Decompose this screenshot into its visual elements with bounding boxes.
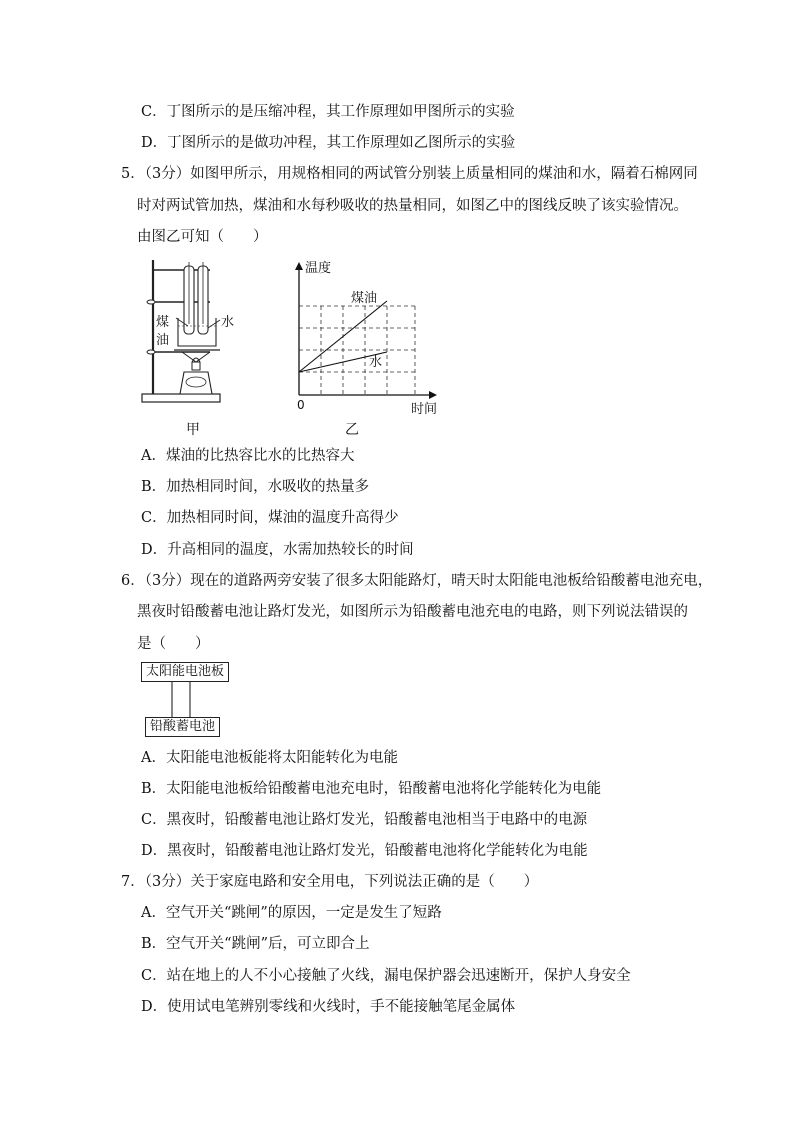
x-axis-label: 时间	[411, 402, 438, 417]
box-lead-acid-battery: 铅酸蓄电池	[145, 717, 220, 737]
q7-option-d: D．使用试电笔辨别零线和火线时，手不能接触笔尾金属体	[141, 999, 516, 1015]
q5-stem-line2: 时对两试管加热，煤油和水每秒吸收的热量相同，如图乙中的图线反映了该实验情况。	[137, 198, 688, 214]
q6-stem-line1: 6．（3分）现在的道路两旁安装了很多太阳能路灯，晴天时太阳能电池板给铅酸蓄电池充电，	[121, 573, 713, 589]
line-kerosene-label: 煤油	[351, 291, 378, 306]
q7-option-b: B．空气开关“跳闸”后，可立即合上	[141, 936, 370, 952]
q7-option-c: C．站在地上的人不小心接触了火线，漏电保护器会迅速断开，保护人身安全	[141, 968, 631, 984]
label-water: 水	[221, 315, 235, 330]
label-kerosene-1: 煤	[156, 315, 170, 330]
caption-jia: 甲	[186, 422, 200, 438]
q6-option-a: A．太阳能电池板能将太阳能转化为电能	[141, 750, 398, 766]
q7-stem-line1: 7．（3分）关于家庭电路和安全用电，下列说法正确的是（ ）	[121, 874, 539, 890]
q4-option-c: C．丁图所示的是压缩冲程，其工作原理如甲图所示的实验	[141, 104, 515, 120]
q4-option-d: D．丁图所示的是做功冲程，其工作原理如乙图所示的实验	[141, 135, 516, 151]
y-axis-label: 温度	[305, 261, 332, 276]
q5-option-a: A．煤油的比热容比水的比热容大	[141, 448, 355, 464]
q6-stem-line2: 黑夜时铅酸蓄电池让路灯发光，如图所示为铅酸蓄电池充电的电路，则下列说法错误的	[137, 604, 688, 620]
box-solar-panel: 太阳能电池板	[141, 662, 229, 682]
label-kerosene-2: 油	[156, 333, 170, 348]
q5-option-d: D．升高相同的温度，水需加热较长的时间	[141, 542, 414, 558]
q5-option-c: C．加热相同时间，煤油的温度升高得少	[141, 510, 399, 526]
figure-jia-apparatus	[138, 254, 248, 439]
caption-yi: 乙	[345, 422, 359, 438]
q6-option-b: B．太阳能电池板给铅酸蓄电池充电时，铅酸蓄电池将化学能转化为电能	[141, 781, 602, 797]
q6-option-c: C．黑夜时，铅酸蓄电池让路灯发光，铅酸蓄电池相当于电路中的电源	[141, 812, 588, 828]
figure-yi-graph	[285, 256, 450, 441]
q7-option-a: A．空气开关“跳闸”的原因，一定是发生了短路	[141, 905, 442, 921]
q5-stem-line1: 5．（3分）如图甲所示，用规格相同的两试管分别装上质量相同的煤油和水，隔着石棉网同	[121, 166, 698, 182]
line-water-label: 水	[369, 355, 383, 370]
circuit-wires	[141, 682, 221, 718]
q6-option-d: D．黑夜时，铅酸蓄电池让路灯发光，铅酸蓄电池将化学能转化为电能	[141, 843, 588, 859]
graph-grid	[299, 306, 415, 395]
q5-stem-line3: 由图乙可知（ ）	[137, 229, 268, 245]
q6-stem-line3: 是（ ）	[137, 636, 210, 652]
origin-label: 0	[297, 398, 305, 412]
q5-option-b: B．加热相同时间，水吸收的热量多	[141, 479, 370, 495]
